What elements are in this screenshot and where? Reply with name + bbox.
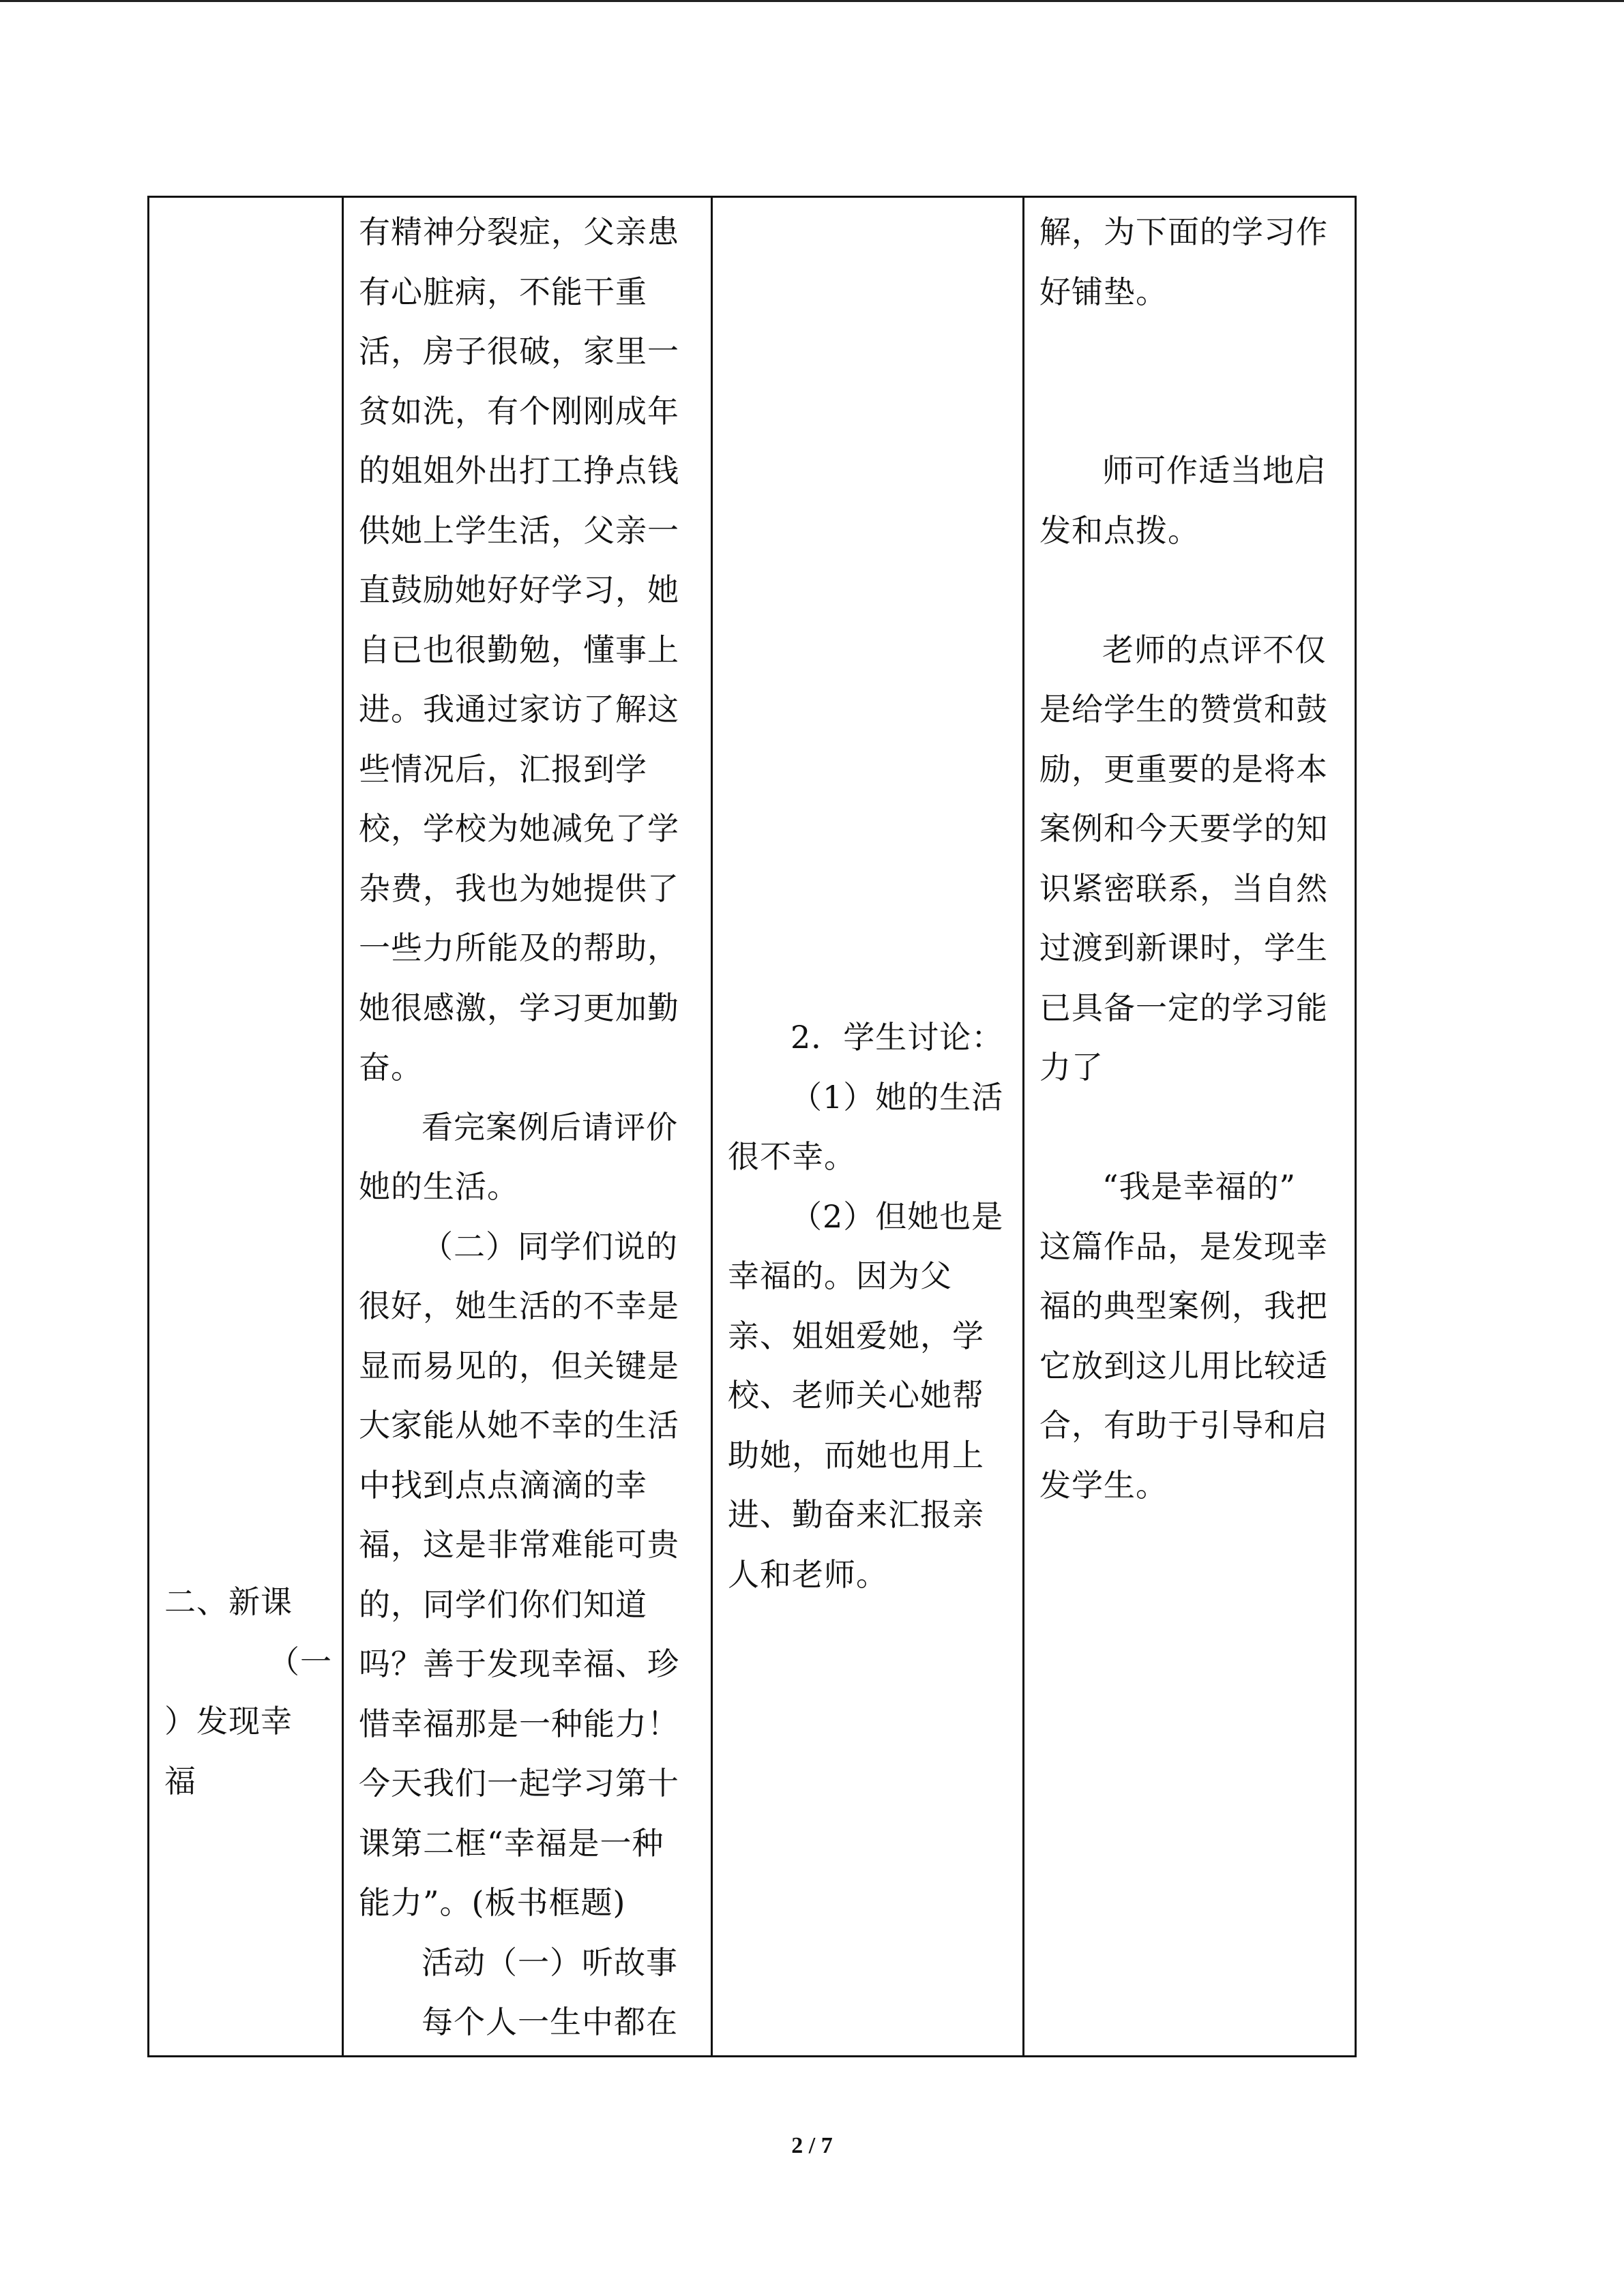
text-line: 能力”。(板书框题) [359,1884,626,1921]
text-line: 幸福的。因为父 [728,1257,952,1294]
text-line: 发和点拨。 [1039,511,1200,549]
text-line: 进。我通过家访了解这 [359,691,679,728]
student-activity-cell [712,197,1024,2057]
teacher-activity-text [359,203,701,2053]
design-intent-text [1039,203,1345,1515]
design-intent-cell [1024,197,1356,2057]
text-line: 力了 [1039,1049,1104,1086]
text-line: （二）同学们说的 [422,1227,678,1265]
teacher-activity-cell [343,197,712,2057]
stage-text [164,1572,332,1811]
text-line: 校、老师关心她帮 [728,1377,984,1414]
text-line: 的，同学们你们知道 [359,1585,647,1623]
text-line [1039,382,1345,442]
text-line: 有心脏病，不能干重 [359,273,647,310]
text-line: 助她，而她也用上 [728,1436,984,1474]
text-line: 自已也很勤勉，懂事上 [359,631,679,668]
text-line: 人和老师。 [728,1555,888,1593]
text-line: 识紧密联系，当自然 [1039,869,1328,907]
page-number: 2 / 7 [791,2133,833,2158]
text-line: 很好，她生活的不幸是 [359,1287,679,1324]
student-activity-text [728,1008,1013,1605]
text-line: 奋。 [359,1049,423,1086]
lesson-plan-table [147,196,1357,2057]
text-line: （2）但她也是 [791,1197,1004,1235]
text-line: 杂费，我也为她提供了 [359,869,679,907]
text-line: 直鼓励她好好学习，她 [359,571,679,608]
text-line: 供她上学生活，父亲一 [359,511,679,549]
text-line [1039,561,1345,621]
text-line: 校，学校为她减免了学 [359,810,679,847]
text-line: 很不幸。 [728,1138,856,1175]
text-line: 这篇作品，是发现幸 [1039,1227,1328,1265]
text-line: 好铺垫。 [1039,273,1168,310]
page-top-rule [0,0,1624,2]
text-line [1039,1098,1345,1158]
text-line: 过渡到新课时，学生 [1039,929,1328,966]
text-line: 活，房子很破，家里一 [359,333,679,370]
stage-cell [149,197,343,2057]
text-line: 看完案例后请评价 [422,1108,678,1146]
text-line: 进、勤奋来汇报亲 [728,1496,984,1533]
text-line: 它放到这儿用比较适 [1039,1347,1328,1384]
text-line: 显而易见的，但关键是 [359,1347,679,1384]
text-line: “我是幸福的” [1102,1168,1297,1205]
stage-line: 二、新课 [164,1583,293,1620]
text-line: 发学生。 [1039,1466,1168,1504]
stage-line: （一 [268,1643,332,1680]
text-line: 吗？善于发现幸福、珍 [359,1645,679,1682]
text-line: 大家能从她不幸的生活 [359,1407,679,1444]
text-line: 每个人一生中都在 [422,2003,678,2040]
text-line: 课第二框“幸福是一种 [359,1824,664,1862]
text-line: 是给学生的赞赏和鼓 [1039,691,1328,728]
text-line: 惜幸福那是一种能力！ [359,1705,679,1742]
text-line: 福的典型案例，我把 [1039,1287,1328,1324]
text-line: 已具备一定的学习能 [1039,989,1328,1026]
table-row [149,197,1356,2057]
text-line: 中找到点点滴滴的幸 [359,1466,647,1504]
stage-line: ）发现幸 [164,1703,293,1740]
text-line: 案例和今天要学的知 [1039,810,1328,847]
text-line: 她的生活。 [359,1168,519,1205]
text-line: 合，有助于引导和启 [1039,1407,1328,1444]
text-line: 贫如洗，有个刚刚成年 [359,392,679,430]
text-line: （1）她的生活 [791,1078,1004,1116]
text-line: 今天我们一起学习第十 [359,1765,679,1802]
text-line: 的姐姐外出打工挣点钱 [359,452,679,489]
text-line: 她很感激，学习更加勤 [359,989,679,1026]
text-line: 老师的点评不仅 [1102,631,1327,668]
text-line: 有精神分裂症，父亲患 [359,213,679,250]
text-line [1039,322,1345,382]
text-line: 活动（一）听故事 [422,1943,678,1981]
text-line: 些情况后，汇报到学 [359,750,647,788]
text-line: 亲、姐姐爱她，学 [728,1317,984,1354]
text-line: 2．学生讨论： [791,1019,1004,1056]
text-line: 励，更重要的是将本 [1039,750,1328,788]
text-line: 一些力所能及的帮助， [359,929,679,966]
text-line: 解，为下面的学习作 [1039,213,1328,250]
text-line: 福，这是非常难能可贵 [359,1526,679,1563]
text-line: 师可作适当地启 [1102,452,1327,489]
stage-line: 福 [164,1762,196,1800]
